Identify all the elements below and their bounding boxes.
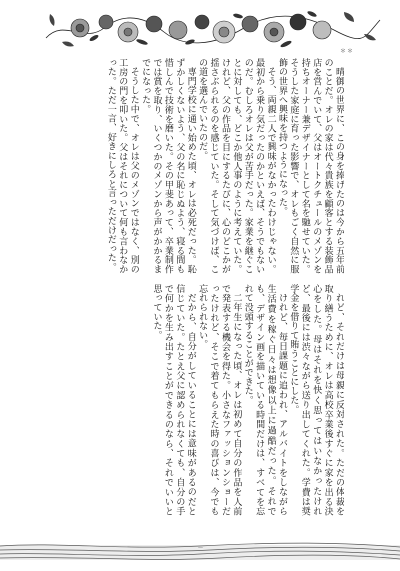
paragraph: そうした中で、オレは父のメゾンではなく、別の工房の門を叩いた。父はそれについて何も言わなかった。ただ一言、好きにしろと言っただけだった。: [105, 58, 139, 274]
bottom-border-ornament: [0, 536, 400, 566]
paragraph: れど、それだけは母親に反対された。ただの体裁を取り繕うために、オレは高校卒業後すぐに家を出る決心をした。母はそれを快く思ってはいなかったけれど、最後には渋々ながら送り出してくれた。学費は奨学金を借りて賄うことにした。: [288, 284, 344, 516]
paragraph: 二年生になった頃、オレは初めて自分の作品を人前で発表する機会を得た。小さなファッションショーだったけれど、そこで着てもらえた時の喜びは、今でも忘れられない。: [197, 284, 242, 516]
body-text-lower-tier: [44, 284, 344, 516]
page-folio: —: [198, 545, 203, 551]
paragraph: 晴御の世界に、この身を捧げたのは今から五年前のことだ。オレの家は代々貴族を顧客とする装飾品店を営んでいて、父はオートクチュールのメゾンを持ちオーナー兼デザイナーとして名を馳せていた。そうした家庭に育った影響で、オレもごく自然に服飾の世界へ興味を持つようになった。: [276, 58, 344, 274]
body-text-upper-tier: [44, 58, 344, 274]
paragraph: そう、両親二人で興味がなかったわけじゃない。最初から乗り気だったのかといえば、そうでもないのだ。むしろオレは父が苦手だった。家業を継ぐことに対しても、どこか他人事のように考えていた。けれど、父の作品を目にするたびに、心のどこかが揺さぶられるのを感じていた。そして気づけば、この道を選んでいたのだ。: [197, 58, 276, 274]
paragraph: けれど、毎日課題に追われ、アルバイトをしながら生活費を稼ぐ日々は想像以上に過酷だった。それでも、デザイン画を描いている時間だけは、すべてを忘れて没頭することができた。: [242, 284, 287, 516]
paragraph: だから、自分がしていることには意味があるのだと信じていた。たとえ父に認められなくても、自分の手で何かを生み出すことができるのなら、それでいいと思っていた。: [151, 284, 196, 516]
paragraph: 専門学校に通い始めた頃、オレは必死だった。恥ずかしくないよう、父の名に恥じぬよう、寝る間も惜しんで技術を磨いた。その甲斐あって、卒業制作では賞を取り、いくつかのメゾンから声がかかるまでになった。: [140, 58, 196, 274]
section-mark: ＊＊: [340, 48, 355, 55]
floral-banner-illustration: [44, 8, 382, 50]
